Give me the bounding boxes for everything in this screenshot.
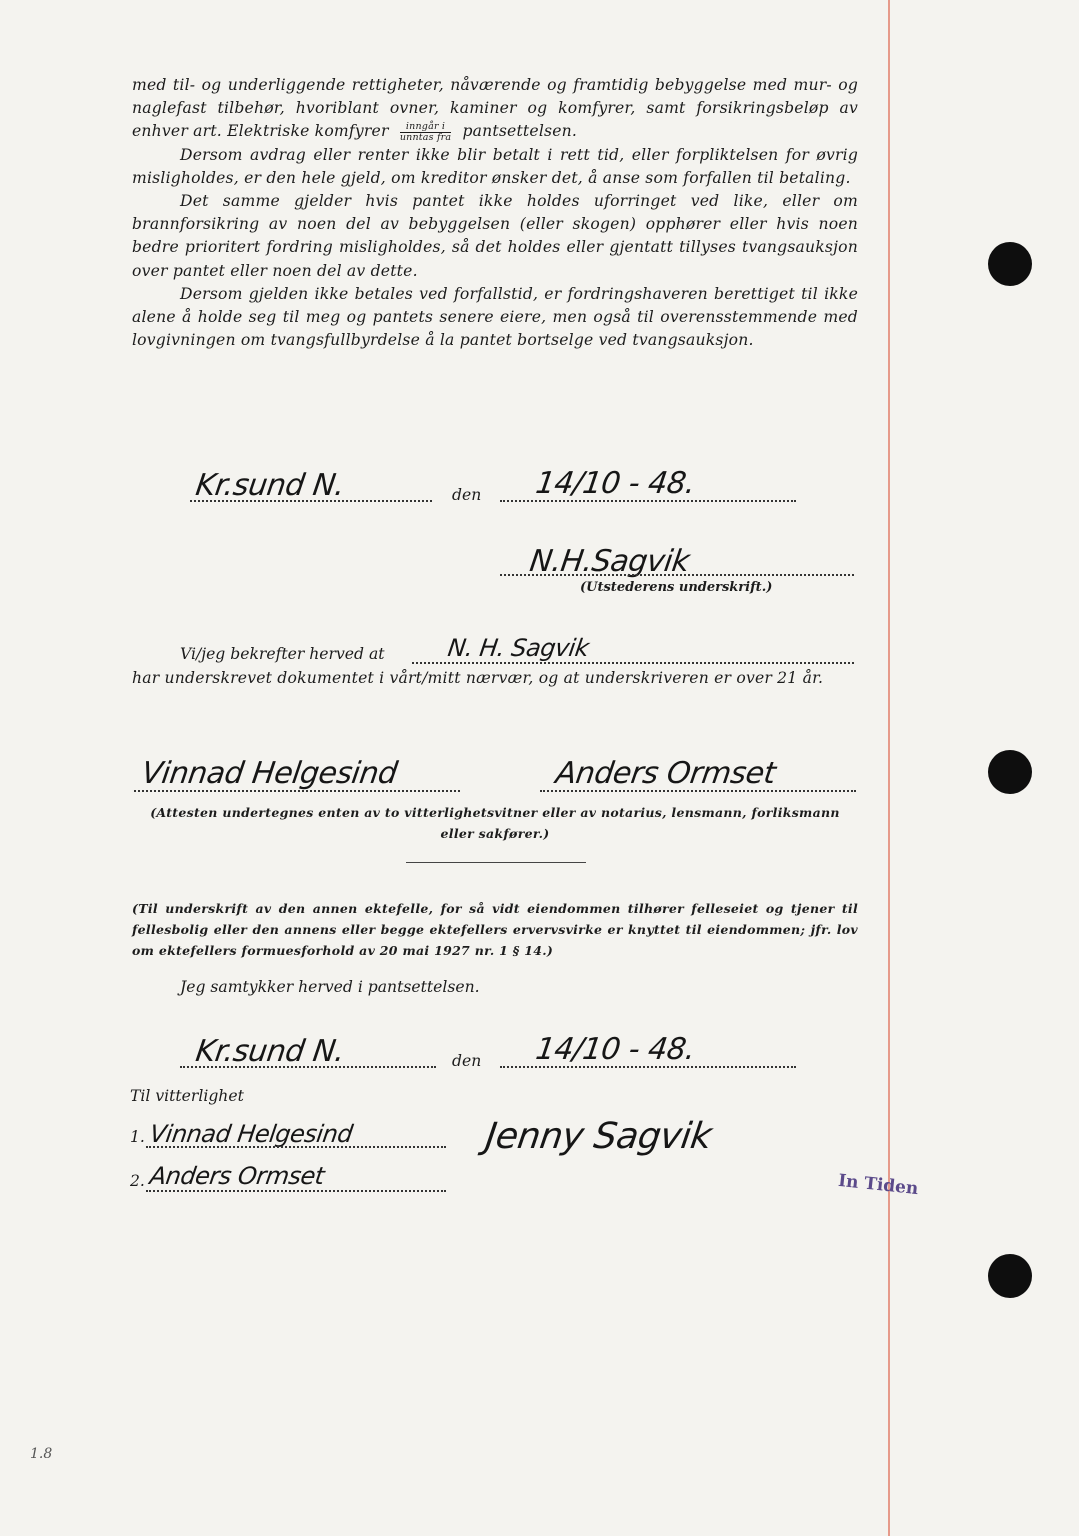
clause-4: Dersom gjelden ikke betales ved forfallstid, er fordringshaveren berettiget til ikke alene å holde seg til meg og pantets senere eiere, men også til overensstemmende med lovgivningen om tvangsfullbyrdelse å la pantet bortselge ved tvangsauksjon. <box>132 284 858 350</box>
confirm-rest: har underskrevet dokumentet i vårt/mitt nærvær, og at underskriveren er over 21 år. <box>132 669 824 687</box>
spouse-signature: Jenny Sagvik <box>483 1116 714 1157</box>
issuer-signature: N.H.Sagvik <box>527 544 692 579</box>
mortgage-clauses <box>132 74 858 352</box>
consent-text: Jeg samtykker herved i pantsettelsen. <box>180 978 480 996</box>
fraction-choice: $\frac{\text{inngår i}}{\text{unntas fra}}$ <box>399 120 452 143</box>
corner-mark: 1.8 <box>30 1446 53 1462</box>
punch-hole-top <box>988 242 1032 286</box>
attestation-note: (Attesten undertegnes enten av to vitterlighetsvitner eller av notarius, lensmann, forliksmann eller sakfører.) <box>150 805 840 841</box>
punch-hole-middle <box>988 750 1032 794</box>
spouse-place-line <box>180 1066 436 1068</box>
red-margin-line <box>888 0 890 1536</box>
spouse-witness-1: Vinnad Helgesind <box>148 1120 355 1148</box>
spouse-date-line <box>500 1066 796 1068</box>
witness-line-2 <box>540 790 856 792</box>
confirm-dotted-line <box>412 662 854 664</box>
witness-line-1 <box>134 790 460 792</box>
section-divider <box>406 862 586 863</box>
issue-date: 14/10 - 48. <box>533 466 698 501</box>
witness-signature-1: Vinnad Helgesind <box>139 756 400 791</box>
punch-hole-bottom <box>988 1254 1032 1298</box>
witness-item-1: 1. <box>130 1128 145 1146</box>
witness-signature-2: Anders Ormset <box>553 756 778 791</box>
issue-place: Kr.sund N. <box>193 468 347 503</box>
spouse-note: (Til underskrift av den annen ektefelle, for så vidt eiendommen tilhører felleseiet og tjener til fellesbolig eller den annens eller begge ektefellers ervervsvirke er knyttet til eiendommen; jfr. lov om ektefellers formuesforhold av 20 mai 1927 nr. 1 § 14.) <box>132 901 858 958</box>
confirm-prefix: Vi/jeg bekrefter herved at <box>180 645 385 663</box>
spouse-den-label: den <box>452 1052 482 1070</box>
date-dotted-line <box>500 500 796 502</box>
witness-item-2: 2. <box>130 1172 145 1190</box>
spouse-witness-2: Anders Ormset <box>148 1162 326 1190</box>
signature-dotted-line <box>500 574 854 576</box>
confirm-name: N. H. Sagvik <box>446 634 591 662</box>
spouse-place: Kr.sund N. <box>193 1034 347 1069</box>
archive-stamp: In Tiden <box>837 1170 920 1200</box>
den-label: den <box>452 486 482 504</box>
clause-2: Dersom avdrag eller renter ikke blir betalt i rett tid, eller forpliktelsen for øvrig misligholdes, er den hele gjeld, om kreditor ønsker det, å anse som forfallen til betaling. <box>132 145 858 187</box>
spouse-date: 14/10 - 48. <box>533 1032 698 1067</box>
clause-1: med til- og underliggende rettigheter, nåværende og framtidig bebyggelse med mur- og naglefast tilbehør, hvoriblant ovner, kaminer og komfyrer, samt forsikringsbeløp av enhver art. Elektriske komfyrer $\frac{\text{inngår i}}{\text{unntas fra}}$ pantsettelsen. <box>132 76 858 143</box>
clause-3: Det samme gjelder hvis pantet ikke holdes uforringet ved like, eller om brannforsikring av noen del av bebyggelsen (eller skogen) opphører eller hvis noen bedre prioritert fordring misligholdes, så det holdes eller gjentatt tillyses tvangsauksjon over pantet eller noen del av dette. <box>132 192 858 280</box>
spouse-witness-line-1 <box>146 1146 446 1148</box>
place-dotted-line <box>190 500 432 502</box>
signature-caption: (Utstederens underskrift.) <box>580 580 773 595</box>
spouse-witness-line-2 <box>146 1190 446 1192</box>
witness-heading: Til vitterlighet <box>130 1087 244 1105</box>
